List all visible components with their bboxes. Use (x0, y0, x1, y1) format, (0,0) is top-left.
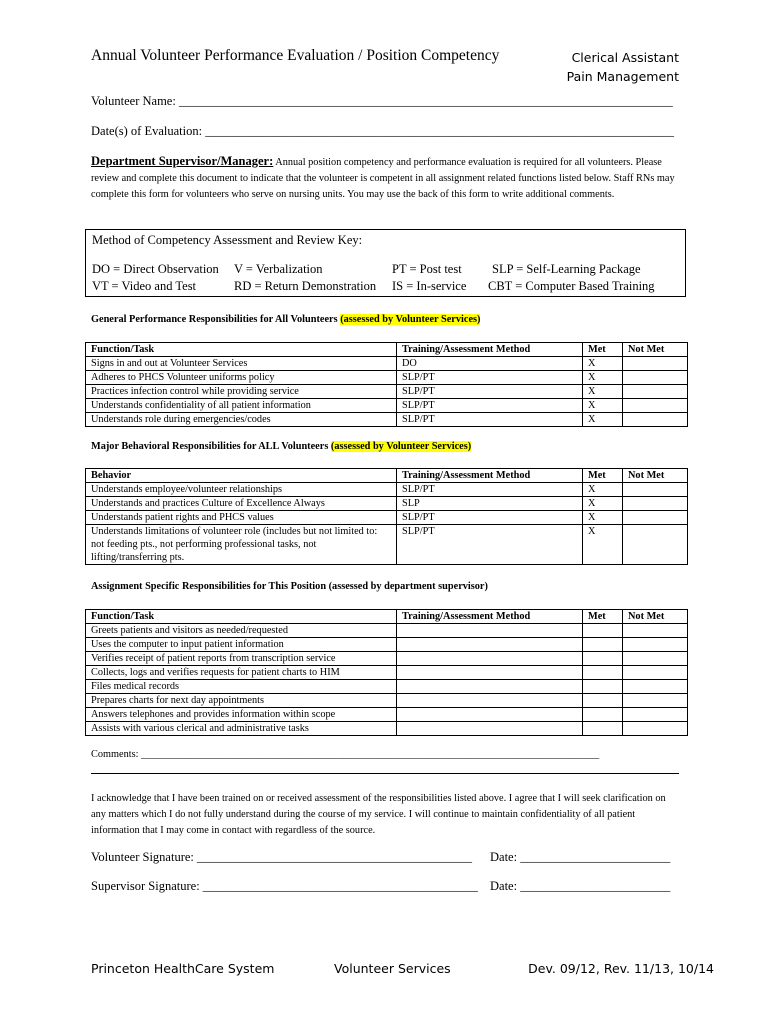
table-row (86, 483, 688, 497)
section1-heading (91, 314, 480, 325)
not-met-cell[interactable] (623, 399, 688, 413)
task-cell: Adheres to PHCS Volunteer uniforms policy (86, 371, 397, 385)
department-text: Annual position competency and performance evaluation is required for all volunteers. Please review and complete this document to indicate that the volunteer is competent in all assignment related functions listed below. Staff RNs may complete this form for volunteers who serve on nursing units. You may use the back of this form to write additional comments. (91, 157, 675, 200)
assignment-responsibilities-table (85, 609, 688, 736)
header-cell: Training/Assessment Method (397, 469, 583, 483)
not-met-cell[interactable] (623, 497, 688, 511)
not-met-cell[interactable] (623, 624, 688, 638)
table-row (86, 525, 688, 565)
general-responsibilities-table (85, 342, 688, 427)
method-cell[interactable] (397, 624, 583, 638)
key-do: DO = Direct Observation (92, 262, 219, 276)
volunteer-name-field[interactable]: Volunteer Name: _______________________________________________________________________________ (91, 94, 673, 108)
section1-highlight: (assessed by Volunteer Services) (340, 314, 481, 325)
table-header-row (86, 610, 688, 624)
behavioral-responsibilities-table (85, 468, 688, 565)
footer-department: Volunteer Services (334, 961, 451, 976)
method-cell[interactable] (397, 652, 583, 666)
method-cell[interactable]: DO (397, 357, 583, 371)
key-vt: VT = Video and Test (92, 279, 197, 293)
not-met-cell[interactable] (623, 511, 688, 525)
header-cell: Function/Task (86, 610, 397, 624)
table-row (86, 708, 688, 722)
volunteer-signature-field[interactable]: Volunteer Signature: ____________________________________________ (91, 850, 472, 864)
met-cell[interactable]: X (583, 399, 623, 413)
not-met-cell[interactable] (623, 652, 688, 666)
section1-heading-text: General Performance Responsibilities for All Volunteers (91, 314, 341, 325)
not-met-cell[interactable] (623, 666, 688, 680)
method-cell[interactable] (397, 666, 583, 680)
met-cell[interactable]: X (583, 483, 623, 497)
department-label: Department Supervisor/Manager: (91, 154, 274, 168)
table-row (86, 652, 688, 666)
task-cell: Prepares charts for next day appointments (86, 694, 397, 708)
table-row (86, 497, 688, 511)
task-cell: Understands role during emergencies/codes (86, 413, 397, 427)
not-met-cell[interactable] (623, 694, 688, 708)
footer-organization: Princeton HealthCare System (91, 961, 275, 976)
not-met-cell[interactable] (623, 525, 688, 565)
met-cell[interactable] (583, 666, 623, 680)
header-cell: Met (583, 610, 623, 624)
department-instructions (91, 153, 681, 203)
table-header-row (86, 343, 688, 357)
met-cell[interactable]: X (583, 371, 623, 385)
key-v: V = Verbalization (234, 262, 323, 276)
key-pt: PT = Post test (392, 262, 462, 276)
met-cell[interactable]: X (583, 525, 623, 565)
not-met-cell[interactable] (623, 708, 688, 722)
behavior-cell: Understands and practices Culture of Excellence Always (86, 497, 397, 511)
method-cell[interactable]: SLP/PT (397, 413, 583, 427)
supervisor-signature-field[interactable]: Supervisor Signature: ____________________________________________ (91, 879, 478, 893)
met-cell[interactable] (583, 638, 623, 652)
section2-heading (91, 441, 471, 452)
task-cell: Understands confidentiality of all patient information (86, 399, 397, 413)
position-label (567, 48, 679, 86)
method-cell[interactable] (397, 680, 583, 694)
task-cell: Answers telephones and provides information within scope (86, 708, 397, 722)
met-cell[interactable]: X (583, 413, 623, 427)
section3-heading: Assignment Specific Responsibilities for This Position (assessed by department supervisor) (91, 581, 488, 592)
table-row (86, 694, 688, 708)
header-cell: Training/Assessment Method (397, 610, 583, 624)
met-cell[interactable] (583, 652, 623, 666)
section2-highlight: (assessed by Volunteer Services) (330, 441, 472, 452)
met-cell[interactable] (583, 624, 623, 638)
table-row (86, 399, 688, 413)
met-cell[interactable]: X (583, 385, 623, 399)
assessment-key-box (85, 229, 686, 297)
not-met-cell[interactable] (623, 638, 688, 652)
method-cell[interactable]: SLP/PT (397, 525, 583, 565)
position-title: Clerical Assistant (571, 50, 679, 65)
method-cell[interactable]: SLP/PT (397, 371, 583, 385)
not-met-cell[interactable] (623, 371, 688, 385)
task-cell: Assists with various clerical and administrative tasks (86, 722, 397, 736)
not-met-cell[interactable] (623, 722, 688, 736)
task-cell: Verifies receipt of patient reports from transcription service (86, 652, 397, 666)
method-cell[interactable]: SLP/PT (397, 399, 583, 413)
table-row (86, 680, 688, 694)
task-cell: Collects, logs and verifies requests for patient charts to HIM (86, 666, 397, 680)
volunteer-date-field[interactable]: Date: ________________________ (490, 850, 671, 864)
header-cell: Met (583, 469, 623, 483)
method-cell[interactable]: SLP/PT (397, 511, 583, 525)
supervisor-date-field[interactable]: Date: ________________________ (490, 879, 671, 893)
not-met-cell[interactable] (623, 357, 688, 371)
met-cell[interactable] (583, 680, 623, 694)
method-cell[interactable]: SLP/PT (397, 483, 583, 497)
table-row (86, 511, 688, 525)
met-cell[interactable]: X (583, 497, 623, 511)
header-cell: Training/Assessment Method (397, 343, 583, 357)
acknowledgement-text: I acknowledge that I have been trained on or received assessment of the responsibilities listed above. I agree that I will seek clarification on any matters which I do not fully understand during the course of my service. I will continue to maintain confidentiality of all patient information that I may come in contact with regardless of the source. (91, 793, 666, 836)
not-met-cell[interactable] (623, 385, 688, 399)
method-cell[interactable] (397, 722, 583, 736)
form-title: Annual Volunteer Performance Evaluation / Position Competency (91, 47, 500, 64)
met-cell[interactable] (583, 722, 623, 736)
evaluation-dates-field[interactable]: Date(s) of Evaluation: ___________________________________________________________________________ (91, 124, 674, 138)
key-title: Method of Competency Assessment and Review Key: (92, 233, 363, 247)
table-header-row (86, 469, 688, 483)
method-cell[interactable]: SLP (397, 497, 583, 511)
met-cell[interactable]: X (583, 357, 623, 371)
table-row (86, 385, 688, 399)
header-cell: Behavior (86, 469, 397, 483)
met-cell[interactable] (583, 694, 623, 708)
behavior-cell: Understands limitations of volunteer role (includes but not limited to: not feeding pts., not performing professional tasks, not lifting/transferring pts. (86, 525, 397, 565)
table-row (86, 638, 688, 652)
header-cell: Not Met (623, 343, 688, 357)
table-row (86, 371, 688, 385)
key-slp: SLP = Self-Learning Package (492, 262, 641, 276)
method-cell[interactable] (397, 638, 583, 652)
table-row (86, 722, 688, 736)
task-cell: Files medical records (86, 680, 397, 694)
table-row (86, 666, 688, 680)
header-cell: Function/Task (86, 343, 397, 357)
not-met-cell[interactable] (623, 483, 688, 497)
footer-revision: Dev. 09/12, Rev. 11/13, 10/14 (528, 961, 714, 976)
header-cell: Met (583, 343, 623, 357)
not-met-cell[interactable] (623, 413, 688, 427)
met-cell[interactable] (583, 708, 623, 722)
method-cell[interactable] (397, 694, 583, 708)
position-department: Pain Management (566, 69, 679, 84)
method-cell[interactable] (397, 708, 583, 722)
task-cell: Signs in and out at Volunteer Services (86, 357, 397, 371)
behavior-cell: Understands patient rights and PHCS values (86, 511, 397, 525)
header-cell: Not Met (623, 610, 688, 624)
key-rd: RD = Return Demonstration (234, 279, 377, 293)
header-cell: Not Met (623, 469, 688, 483)
table-row (86, 624, 688, 638)
section2-heading-text: Major Behavioral Responsibilities for ALL Volunteers (91, 441, 331, 452)
table-row (86, 357, 688, 371)
not-met-cell[interactable] (623, 680, 688, 694)
comments-field[interactable]: Comments: _________________________________________________________________________________________ (91, 749, 600, 760)
task-cell: Practices infection control while providing service (86, 385, 397, 399)
met-cell[interactable]: X (583, 511, 623, 525)
behavior-cell: Understands employee/volunteer relationships (86, 483, 397, 497)
task-cell: Uses the computer to input patient information (86, 638, 397, 652)
comments-line[interactable] (91, 773, 679, 774)
method-cell[interactable]: SLP/PT (397, 385, 583, 399)
key-cbt: CBT = Computer Based Training (488, 279, 655, 293)
table-row (86, 413, 688, 427)
key-is: IS = In-service (392, 279, 467, 293)
task-cell: Greets patients and visitors as needed/requested (86, 624, 397, 638)
